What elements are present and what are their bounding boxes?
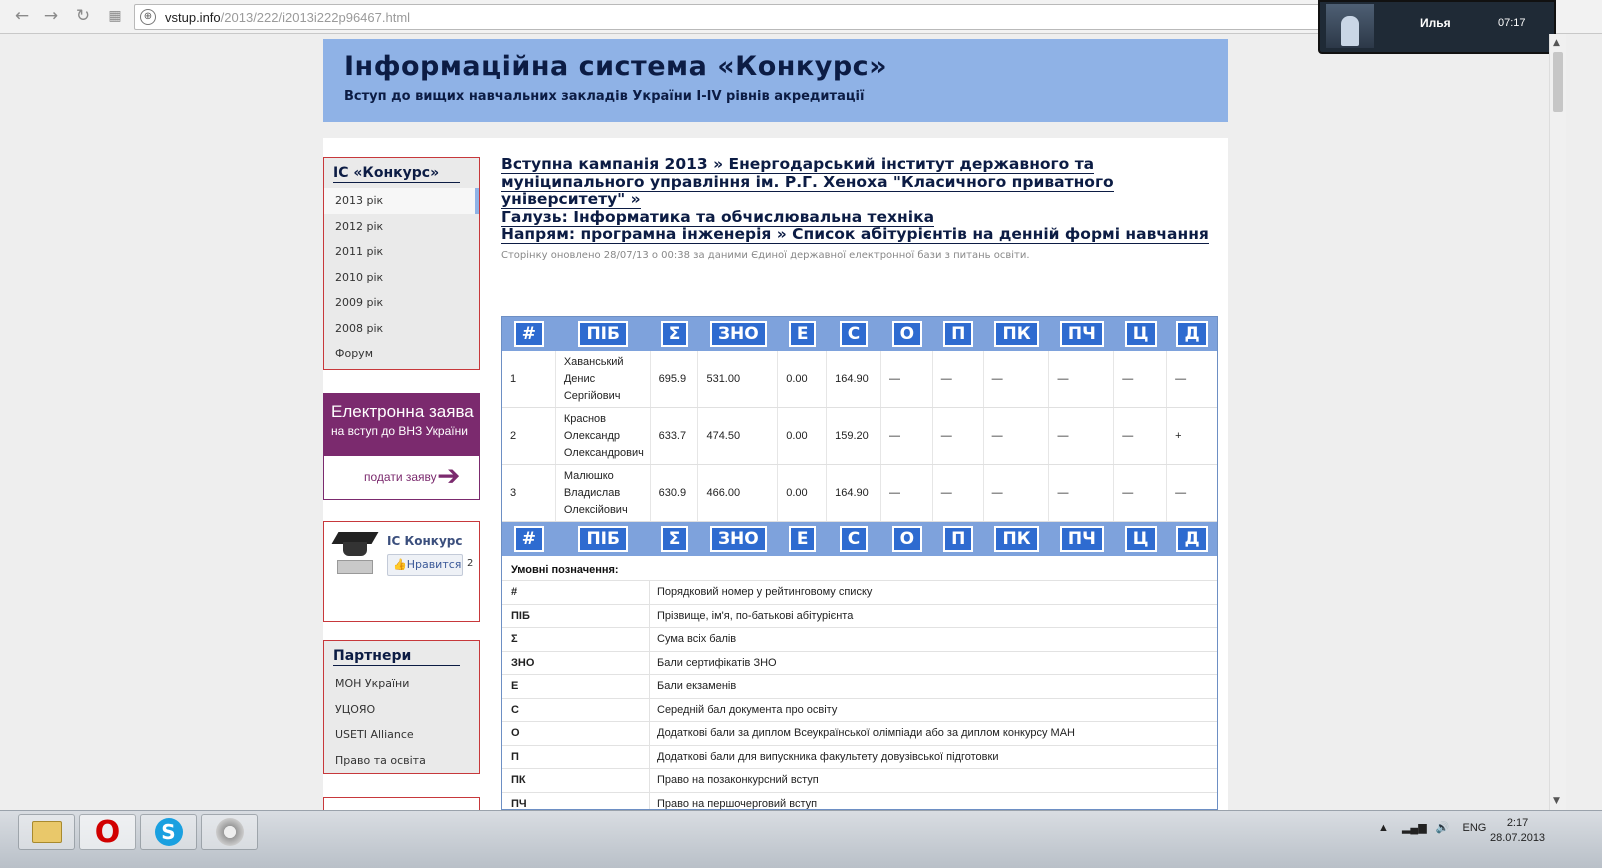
opera-taskbar-button[interactable] xyxy=(79,814,136,850)
table-cell: — xyxy=(1114,465,1167,521)
column-header[interactable] xyxy=(556,317,651,351)
legend-key: ПК xyxy=(502,769,650,792)
column-header[interactable] xyxy=(1167,522,1217,556)
column-header-label: С xyxy=(840,526,868,552)
table-cell: — xyxy=(933,351,984,407)
e-application-banner[interactable] xyxy=(323,393,480,500)
video-call-overlay[interactable] xyxy=(1318,0,1556,54)
sidebar-item-2012[interactable]: 2012 рік xyxy=(335,219,384,233)
column-header-label: Σ xyxy=(661,321,689,347)
partner-link[interactable]: Право та освіта xyxy=(335,753,426,767)
address-url[interactable]: vstup.info/2013/222/i2013i222p96467.html xyxy=(165,10,411,25)
partner-link[interactable]: МОН України xyxy=(335,677,410,690)
heading-line[interactable]: Напрям: програмна інженерія » Список абітурієнтів на денній формі навчання xyxy=(501,225,1209,243)
globe-icon: ⊕ xyxy=(140,9,156,25)
sidebar-item-2009[interactable]: 2009 рік xyxy=(335,296,384,309)
column-header-label: ПІБ xyxy=(578,321,628,347)
speaker-disc-icon xyxy=(216,818,244,846)
legend-key: Σ xyxy=(502,628,650,651)
sidebar-block-partial xyxy=(323,797,480,811)
column-header-label: С xyxy=(840,321,868,347)
table-cell: 1 xyxy=(502,351,556,407)
column-header-label: П xyxy=(943,321,973,347)
column-header-label: Ц xyxy=(1125,321,1157,347)
table-header-row xyxy=(502,522,1217,556)
show-hidden-icons-icon[interactable]: ▲ xyxy=(1378,822,1389,834)
legend-row xyxy=(502,698,1217,722)
legend-key: ЗНО xyxy=(502,652,650,675)
table-cell: — xyxy=(933,408,984,464)
partner-link[interactable]: УЦОЯО xyxy=(335,702,376,716)
column-header-label: ЗНО xyxy=(710,526,767,552)
volume-icon[interactable]: 🔊 xyxy=(1435,822,1450,834)
column-header[interactable] xyxy=(984,522,1050,556)
folder-icon xyxy=(32,821,62,843)
scrollbar-thumb[interactable] xyxy=(1553,52,1563,112)
column-header-label: Е xyxy=(789,526,817,552)
legend-value: Середній бал документа про освіту xyxy=(657,703,838,716)
partners-title: Партнери xyxy=(333,648,460,666)
column-header[interactable] xyxy=(1167,317,1217,351)
sidebar-item-2008[interactable]: 2008 рік xyxy=(335,321,384,335)
table-cell: 3 xyxy=(502,465,556,521)
column-header[interactable] xyxy=(651,522,699,556)
back-arrow-icon[interactable]: ← xyxy=(14,6,30,26)
site-subtitle: Вступ до вищих навчальних закладів України I-IV рівнів акредитації xyxy=(344,89,865,104)
column-header[interactable] xyxy=(778,522,827,556)
media-taskbar-button[interactable] xyxy=(201,814,258,850)
applicants-table xyxy=(501,316,1218,810)
heading-line[interactable]: муніципального управління ім. Р.Г. Хеноха "Класичного приватного xyxy=(501,172,1114,191)
column-header-label: ПК xyxy=(994,526,1038,552)
table-cell: 474.50 xyxy=(698,408,778,464)
reload-icon[interactable]: ↻ xyxy=(75,6,91,26)
clock-date: 28.07.2013 xyxy=(1490,832,1546,844)
column-header[interactable] xyxy=(1114,317,1167,351)
legend-value: Додаткові бали за диплом Всеукраїнської олімпіади або за диплом конкурсу МАН xyxy=(657,727,1075,739)
legend-row xyxy=(502,604,1217,628)
skype-icon: S xyxy=(155,818,183,846)
column-header[interactable] xyxy=(1049,522,1114,556)
table-cell: — xyxy=(984,465,1050,521)
legend-row xyxy=(502,674,1217,698)
column-header-label: ПК xyxy=(994,321,1038,347)
column-header[interactable] xyxy=(1114,522,1167,556)
table-cell: — xyxy=(1049,351,1114,407)
column-header-label: ПЧ xyxy=(1060,321,1104,347)
column-header[interactable] xyxy=(881,522,933,556)
legend-value: Право на першочерговий вступ xyxy=(657,797,818,810)
like-button[interactable] xyxy=(387,554,463,576)
sidebar-item-2013[interactable]: 2013 рік xyxy=(324,188,479,214)
column-header[interactable] xyxy=(502,522,556,556)
fb-page-name[interactable]: ІС Конкурс xyxy=(387,534,463,548)
table-cell: 159.20 xyxy=(827,408,881,464)
banner-subtitle: на вступ до ВНЗ України xyxy=(331,424,468,438)
column-header[interactable] xyxy=(502,317,556,351)
table-cell: 0.00 xyxy=(778,351,827,407)
opera-icon: O xyxy=(94,814,121,850)
legend-key: С xyxy=(502,699,650,722)
legend-row xyxy=(502,721,1217,745)
column-header[interactable] xyxy=(827,522,881,556)
legend-key: Е xyxy=(502,675,650,698)
column-header[interactable] xyxy=(933,317,984,351)
column-header-label: Ц xyxy=(1125,526,1157,552)
windows-taskbar xyxy=(0,810,1602,868)
table-cell: — xyxy=(1114,408,1167,464)
column-header[interactable] xyxy=(778,317,827,351)
table-cell: 2 xyxy=(502,408,556,464)
table-cell: — xyxy=(881,465,933,521)
graduation-cap-icon xyxy=(333,530,377,578)
table-cell: 531.00 xyxy=(698,351,778,407)
table-cell: — xyxy=(881,408,933,464)
legend-title: Умовні позначення: xyxy=(511,564,619,576)
column-header-label: # xyxy=(514,321,544,347)
language-indicator[interactable]: ENG xyxy=(1462,822,1487,834)
column-header[interactable] xyxy=(933,522,984,556)
table-cell: 0.00 xyxy=(778,408,827,464)
facebook-widget xyxy=(323,521,480,622)
table-cell: — xyxy=(1175,487,1187,499)
table-cell: 630.9 xyxy=(651,465,699,521)
address-bar[interactable] xyxy=(134,4,1374,30)
legend-row xyxy=(502,651,1217,675)
column-header-label: ЗНО xyxy=(710,321,767,347)
scroll-down-icon[interactable]: ▼ xyxy=(1553,796,1560,806)
updated-note: Сторінку оновлено 28/07/13 о 00:38 за даними Єдиної державної електронної бази з питань освіти. xyxy=(501,249,1030,261)
page-heading xyxy=(501,156,1213,261)
column-header[interactable] xyxy=(698,522,778,556)
heading-line[interactable]: університету" » xyxy=(501,190,641,208)
column-header-label: Д xyxy=(1176,321,1207,347)
banner-title: Електронна заява xyxy=(331,402,474,421)
table-cell: — xyxy=(1114,351,1167,407)
legend-value: Сума всіх балів xyxy=(657,633,737,645)
column-header-label: ПІБ xyxy=(578,526,628,552)
call-duration: 07:17 xyxy=(1498,17,1526,29)
sidebar-title: ІС «Конкурс» xyxy=(333,165,460,183)
legend-value: Бали сертифікатів ЗНО xyxy=(657,656,777,669)
submit-application-link[interactable]: подати заяву xyxy=(364,470,437,484)
column-header-label: Σ xyxy=(661,526,689,552)
site-header xyxy=(323,39,1228,122)
legend-value: Порядковий номер у рейтинговому списку xyxy=(657,586,873,598)
network-signal-icon[interactable]: ▂▄▆ xyxy=(1401,822,1427,834)
forward-arrow-icon[interactable]: → xyxy=(43,6,59,26)
sidebar-item-2011[interactable]: 2011 рік xyxy=(335,245,384,258)
legend-row xyxy=(502,627,1217,651)
table-row xyxy=(502,351,1217,408)
table-cell: + xyxy=(1175,430,1182,442)
sidebar-years xyxy=(323,157,480,370)
legend-row xyxy=(502,745,1217,769)
legend-value: Прізвище, ім'я, по-батькові абітурієнта xyxy=(657,609,854,622)
system-tray xyxy=(1378,821,1486,834)
legend-row xyxy=(502,580,1217,604)
like-count: 2 xyxy=(467,558,474,569)
table-cell: Хаванський Денис Сергійович xyxy=(556,351,651,407)
table-cell: — xyxy=(1049,465,1114,521)
caller-avatar xyxy=(1326,4,1374,48)
sidebar-partners xyxy=(323,640,480,774)
system-clock[interactable] xyxy=(1490,816,1545,846)
column-header[interactable] xyxy=(827,317,881,351)
column-header-label: О xyxy=(892,321,922,347)
table-cell: — xyxy=(1175,373,1187,385)
table-cell: 466.00 xyxy=(698,465,778,521)
legend-key: О xyxy=(502,722,650,745)
site-title[interactable]: Інформаційна система «Конкурс» xyxy=(344,51,888,82)
column-header[interactable] xyxy=(1049,317,1114,351)
table-cell: — xyxy=(1049,408,1114,464)
apps-grid-icon[interactable]: ▦ xyxy=(108,8,122,24)
table-cell: Малюшко Владислав Олексійович xyxy=(556,465,651,521)
like-label: Нравится xyxy=(406,558,462,571)
legend-key: П xyxy=(502,746,650,769)
legend-value: Бали екзаменів xyxy=(657,680,737,692)
column-header[interactable] xyxy=(881,317,933,351)
table-cell: 164.90 xyxy=(827,351,881,407)
table-cell: 633.7 xyxy=(651,408,699,464)
explorer-taskbar-button[interactable] xyxy=(18,814,75,850)
clock-time: 2:17 xyxy=(1506,817,1529,829)
scroll-up-icon[interactable]: ▲ xyxy=(1553,38,1560,48)
sidebar-item-forum[interactable]: Форум xyxy=(335,347,373,360)
thumbs-up-icon: 👍 xyxy=(393,558,407,571)
legend-row xyxy=(502,792,1217,811)
column-header-label: О xyxy=(892,526,922,552)
legend-value: Додаткові бали для випускника факультету довузівської підготовки xyxy=(657,750,999,763)
caller-name: Илья xyxy=(1420,16,1451,30)
table-row xyxy=(502,465,1217,522)
arrow-right-icon[interactable]: ➔ xyxy=(437,459,461,492)
sidebar-item-2010[interactable]: 2010 рік xyxy=(335,270,384,284)
column-header[interactable] xyxy=(984,317,1050,351)
column-header[interactable] xyxy=(698,317,778,351)
heading-line[interactable]: Галузь: Інформатика та обчислювальна техніка xyxy=(501,207,935,226)
column-header-label: Е xyxy=(789,321,817,347)
table-cell: 0.00 xyxy=(778,465,827,521)
column-header-label: # xyxy=(514,526,544,552)
partner-link[interactable]: USETI Alliance xyxy=(335,728,414,741)
page-scrollbar[interactable] xyxy=(1549,34,1566,810)
table-cell: — xyxy=(933,465,984,521)
legend-key: ПІБ xyxy=(502,605,650,628)
table-cell: — xyxy=(881,351,933,407)
table-header-row xyxy=(502,317,1217,351)
column-header-label: ПЧ xyxy=(1060,526,1104,552)
legend-key: ПЧ xyxy=(502,793,650,811)
table-cell: 164.90 xyxy=(827,465,881,521)
skype-taskbar-button[interactable] xyxy=(140,814,197,850)
table-cell: — xyxy=(984,408,1050,464)
table-row xyxy=(502,408,1217,465)
column-header[interactable] xyxy=(556,522,651,556)
legend-key: # xyxy=(502,581,650,604)
column-header-label: Д xyxy=(1176,526,1207,552)
legend-value: Право на позаконкурсний вступ xyxy=(657,774,819,786)
column-header[interactable] xyxy=(651,317,699,351)
legend-row xyxy=(502,768,1217,792)
table-cell: Краснов Олександр Олександрович xyxy=(556,408,651,464)
column-header-label: П xyxy=(943,526,973,552)
table-cell: — xyxy=(984,351,1050,407)
table-cell: 695.9 xyxy=(651,351,699,407)
heading-line[interactable]: Вступна кампанія 2013 » Енергодарський інститут державного та xyxy=(501,155,1095,173)
